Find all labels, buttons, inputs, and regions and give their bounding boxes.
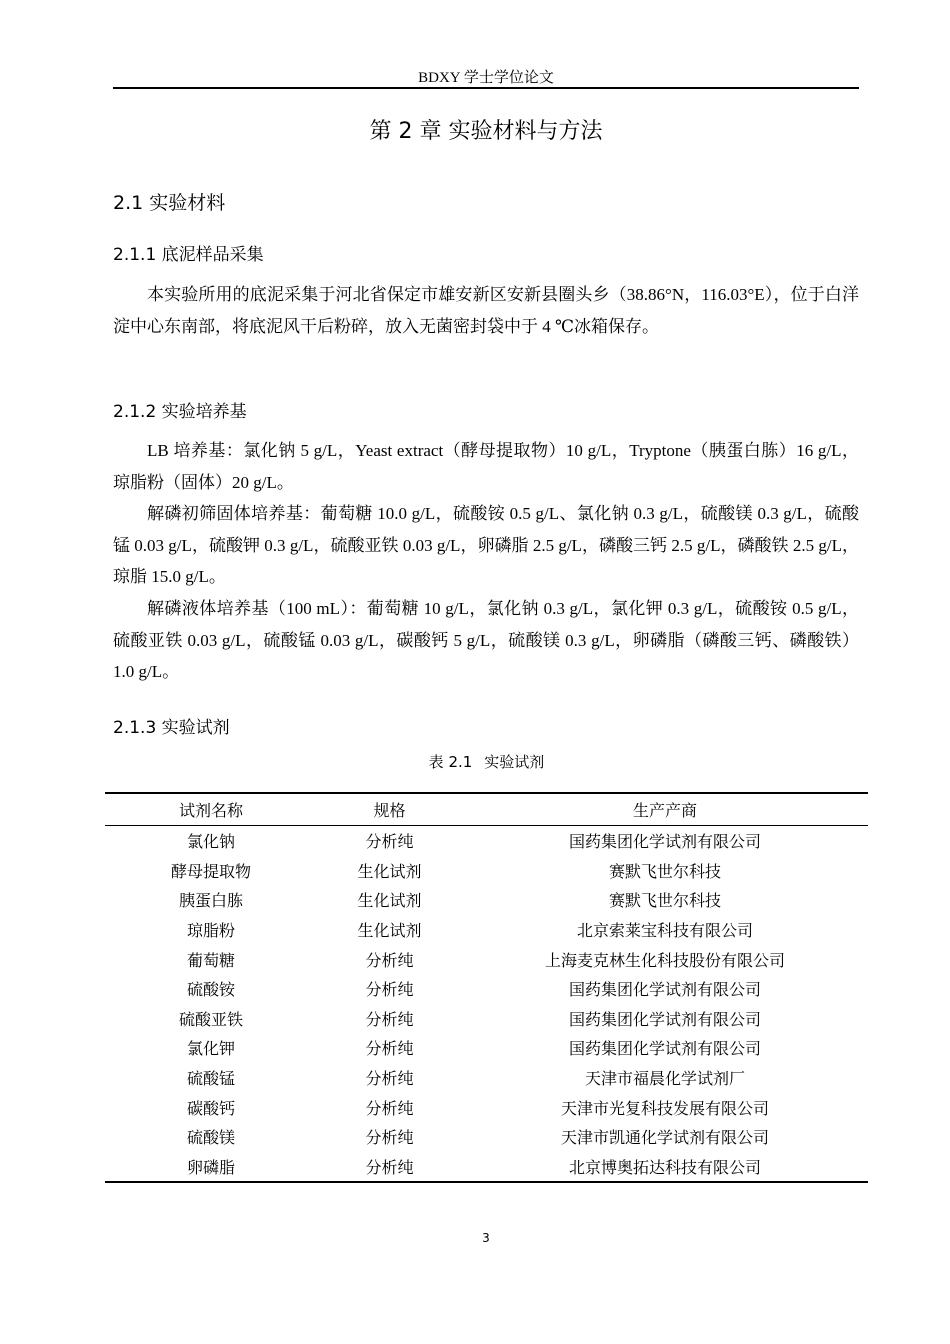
section-heading-2-1-3: 2.1.3 实验试剂	[113, 718, 230, 738]
table-row	[105, 1033, 868, 1063]
cell-grade: 生化试剂	[357, 863, 422, 881]
cell-reagent-name: 氯化钠	[186, 834, 235, 852]
cell-grade: 分析纯	[365, 1041, 414, 1059]
table-row	[105, 826, 868, 856]
cell-reagent-name: 硫酸亚铁	[178, 1011, 243, 1029]
cell-grade: 分析纯	[317, 1152, 462, 1183]
cell-reagent-name: 卵磷脂	[105, 1152, 317, 1183]
table-caption-title: 实验试剂	[484, 753, 545, 771]
cell-manufacturer: 赛默飞世尔科技	[608, 893, 721, 911]
cell-manufacturer: 天津市福晨化学试剂厂	[584, 1071, 745, 1089]
cell-grade: 分析纯	[365, 1011, 414, 1029]
cell-grade: 分析纯	[365, 952, 414, 970]
cell-manufacturer: 赛默飞世尔科技	[608, 863, 721, 881]
paragraph-sediment-sampling: 本实验所用的底泥采集于河北省保定市雄安新区安新县圈头乡（38.86°N，116.03°E），位于白洋淀中心东南部，将底泥风干后粉碎，放入无菌密封袋中于 4 ℃冰箱保存。	[113, 285, 859, 336]
table-row	[105, 1004, 868, 1034]
cell-reagent-name: 碳酸钙	[186, 1100, 235, 1118]
column-header-reagent-name: 试剂名称	[105, 793, 317, 826]
cell-reagent-name: 胰蛋白胨	[178, 893, 243, 911]
column-header-manufacturer: 生产产商	[462, 793, 868, 826]
table-row	[105, 1092, 868, 1122]
table-row	[105, 1122, 868, 1152]
cell-reagent-name: 硫酸锰	[186, 1071, 235, 1089]
cell-grade: 分析纯	[365, 1071, 414, 1089]
cell-manufacturer: 国药集团化学试剂有限公司	[568, 1011, 761, 1029]
cell-manufacturer: 北京索莱宝科技有限公司	[576, 923, 753, 941]
cell-manufacturer: 国药集团化学试剂有限公司	[568, 982, 761, 1000]
cell-reagent-name: 酵母提取物	[170, 863, 251, 881]
cell-grade: 分析纯	[365, 1130, 414, 1148]
cell-reagent-name: 葡萄糖	[186, 952, 235, 970]
cell-manufacturer: 国药集团化学试剂有限公司	[568, 834, 761, 852]
cell-manufacturer: 天津市光复科技发展有限公司	[560, 1100, 769, 1118]
cell-manufacturer: 上海麦克林生化科技股份有限公司	[544, 952, 785, 970]
header-rule	[113, 87, 859, 89]
paragraph-lb-medium: LB 培养基：氯化钠 5 g/L，Yeast extract（酵母提取物）10 g/L，Tryptone（胰蛋白胨）16 g/L，琼脂粉（固体）20 g/L。	[113, 441, 859, 492]
section-heading-2-1: 2.1 实验材料	[113, 192, 226, 214]
table-caption	[105, 751, 868, 772]
section-heading-2-1-2: 2.1.2 实验培养基	[113, 402, 247, 422]
cell-grade: 生化试剂	[357, 893, 422, 911]
cell-manufacturer: 国药集团化学试剂有限公司	[568, 1041, 761, 1059]
section-heading-2-1-1: 2.1.1 底泥样品采集	[113, 245, 264, 265]
cell-manufacturer: 天津市凯通化学试剂有限公司	[560, 1130, 769, 1148]
column-header-grade: 规格	[317, 793, 462, 826]
reagents-table	[105, 792, 868, 1183]
chapter-title: 第 2 章 实验材料与方法	[369, 119, 603, 144]
cell-grade: 分析纯	[365, 1100, 414, 1118]
table-row	[105, 944, 868, 974]
cell-reagent-name: 琼脂粉	[186, 923, 235, 941]
cell-grade: 生化试剂	[357, 923, 422, 941]
table-header-row	[105, 793, 868, 826]
table-row	[105, 974, 868, 1004]
table-row	[105, 885, 868, 915]
cell-reagent-name: 氯化钾	[186, 1041, 235, 1059]
paragraph-solid-screening-medium: 解磷初筛固体培养基：葡萄糖 10.0 g/L，硫酸铵 0.5 g/L、氯化钠 0.3 g/L，硫酸镁 0.3 g/L，硫酸锰 0.03 g/L，硫酸钾 0.3 g/L，硫酸亚铁 0.03 g/L，卵磷脂 2.5 g/L，磷酸三钙 2.5 g/L，磷酸铁 2.5 g/L，琼脂 15.0 g/L。	[113, 504, 859, 586]
running-header: BDXY 学士学位论文	[418, 70, 554, 86]
table-row	[105, 1152, 868, 1183]
page-number: 3	[482, 1231, 490, 1245]
table-caption-number: 表 2.1	[428, 753, 473, 771]
cell-reagent-name: 硫酸镁	[186, 1130, 235, 1148]
cell-grade: 分析纯	[365, 834, 414, 852]
table-row	[105, 915, 868, 945]
table-row	[105, 1063, 868, 1093]
table-row	[105, 856, 868, 886]
cell-grade: 分析纯	[365, 982, 414, 1000]
cell-manufacturer: 北京博奥拓达科技有限公司	[462, 1152, 868, 1183]
cell-reagent-name: 硫酸铵	[186, 982, 235, 1000]
paragraph-liquid-medium: 解磷液体培养基（100 mL）：葡萄糖 10 g/L，氯化钠 0.3 g/L，氯化钾 0.3 g/L，硫酸铵 0.5 g/L，硫酸亚铁 0.03 g/L，硫酸锰 0.03 g/L，碳酸钙 5 g/L，硫酸镁 0.3 g/L，卵磷脂（磷酸三钙、磷酸铁）1.0 g/L。	[113, 599, 859, 681]
